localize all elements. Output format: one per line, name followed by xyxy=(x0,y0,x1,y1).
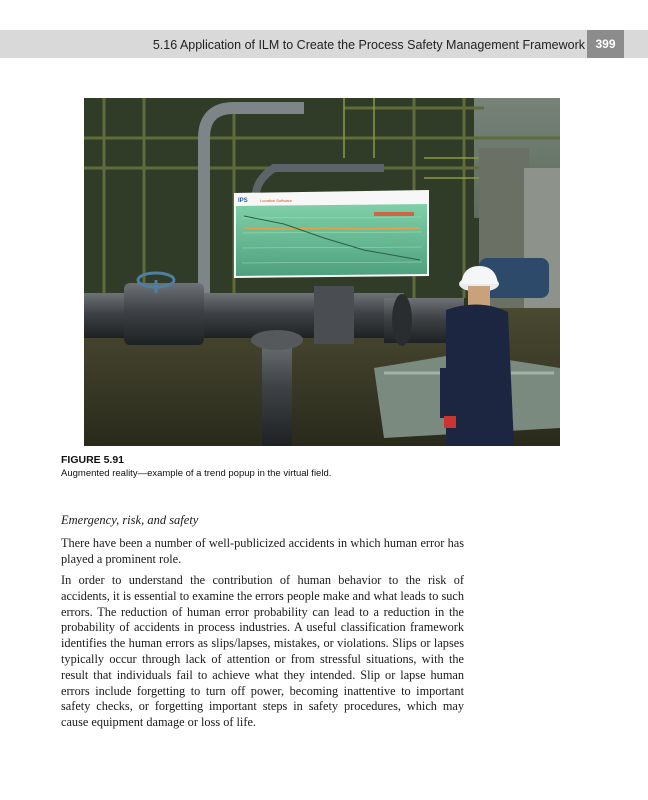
popup-title: Location Software xyxy=(260,198,293,203)
figure-label: FIGURE 5.91 xyxy=(61,454,125,466)
trend-popup xyxy=(234,190,429,278)
figure-caption: Augmented reality—example of a trend popup in the virtual field. xyxy=(61,468,332,479)
body-paragraph: There have been a number of well-publicized accidents in which human error has played a prominent role. xyxy=(61,536,464,566)
figure-image xyxy=(84,98,560,446)
running-header xyxy=(0,30,648,58)
section-heading: Emergency, risk, and safety xyxy=(61,513,199,527)
popup-brand: IPS xyxy=(238,198,248,204)
body-paragraph: In order to understand the contribution of human behavior to the risk of accidents, it is essential to examine the errors people make and what leads to such errors. The reduction of human error probability can lead to a reduction in the probability of accidents in process industries. A useful classification framework identifies the human errors as slips/lapses, mistakes, or violations. Slips or lapses typically occur through lack of attention or from stressful situations, with the result that individuals fail to achieve what they intended. Slip or lapse human errors include forgetting to turn off power, becoming inattentive to important safety checks, or forgetting important steps in safety procedures, which may cause equipment damage or loss of life. xyxy=(61,573,464,730)
running-header-title: 5.16 Application of ILM to Create the Process Safety Management Framework xyxy=(152,38,585,52)
page-number: 399 xyxy=(587,30,624,58)
plant-scene-illustration xyxy=(84,98,560,446)
